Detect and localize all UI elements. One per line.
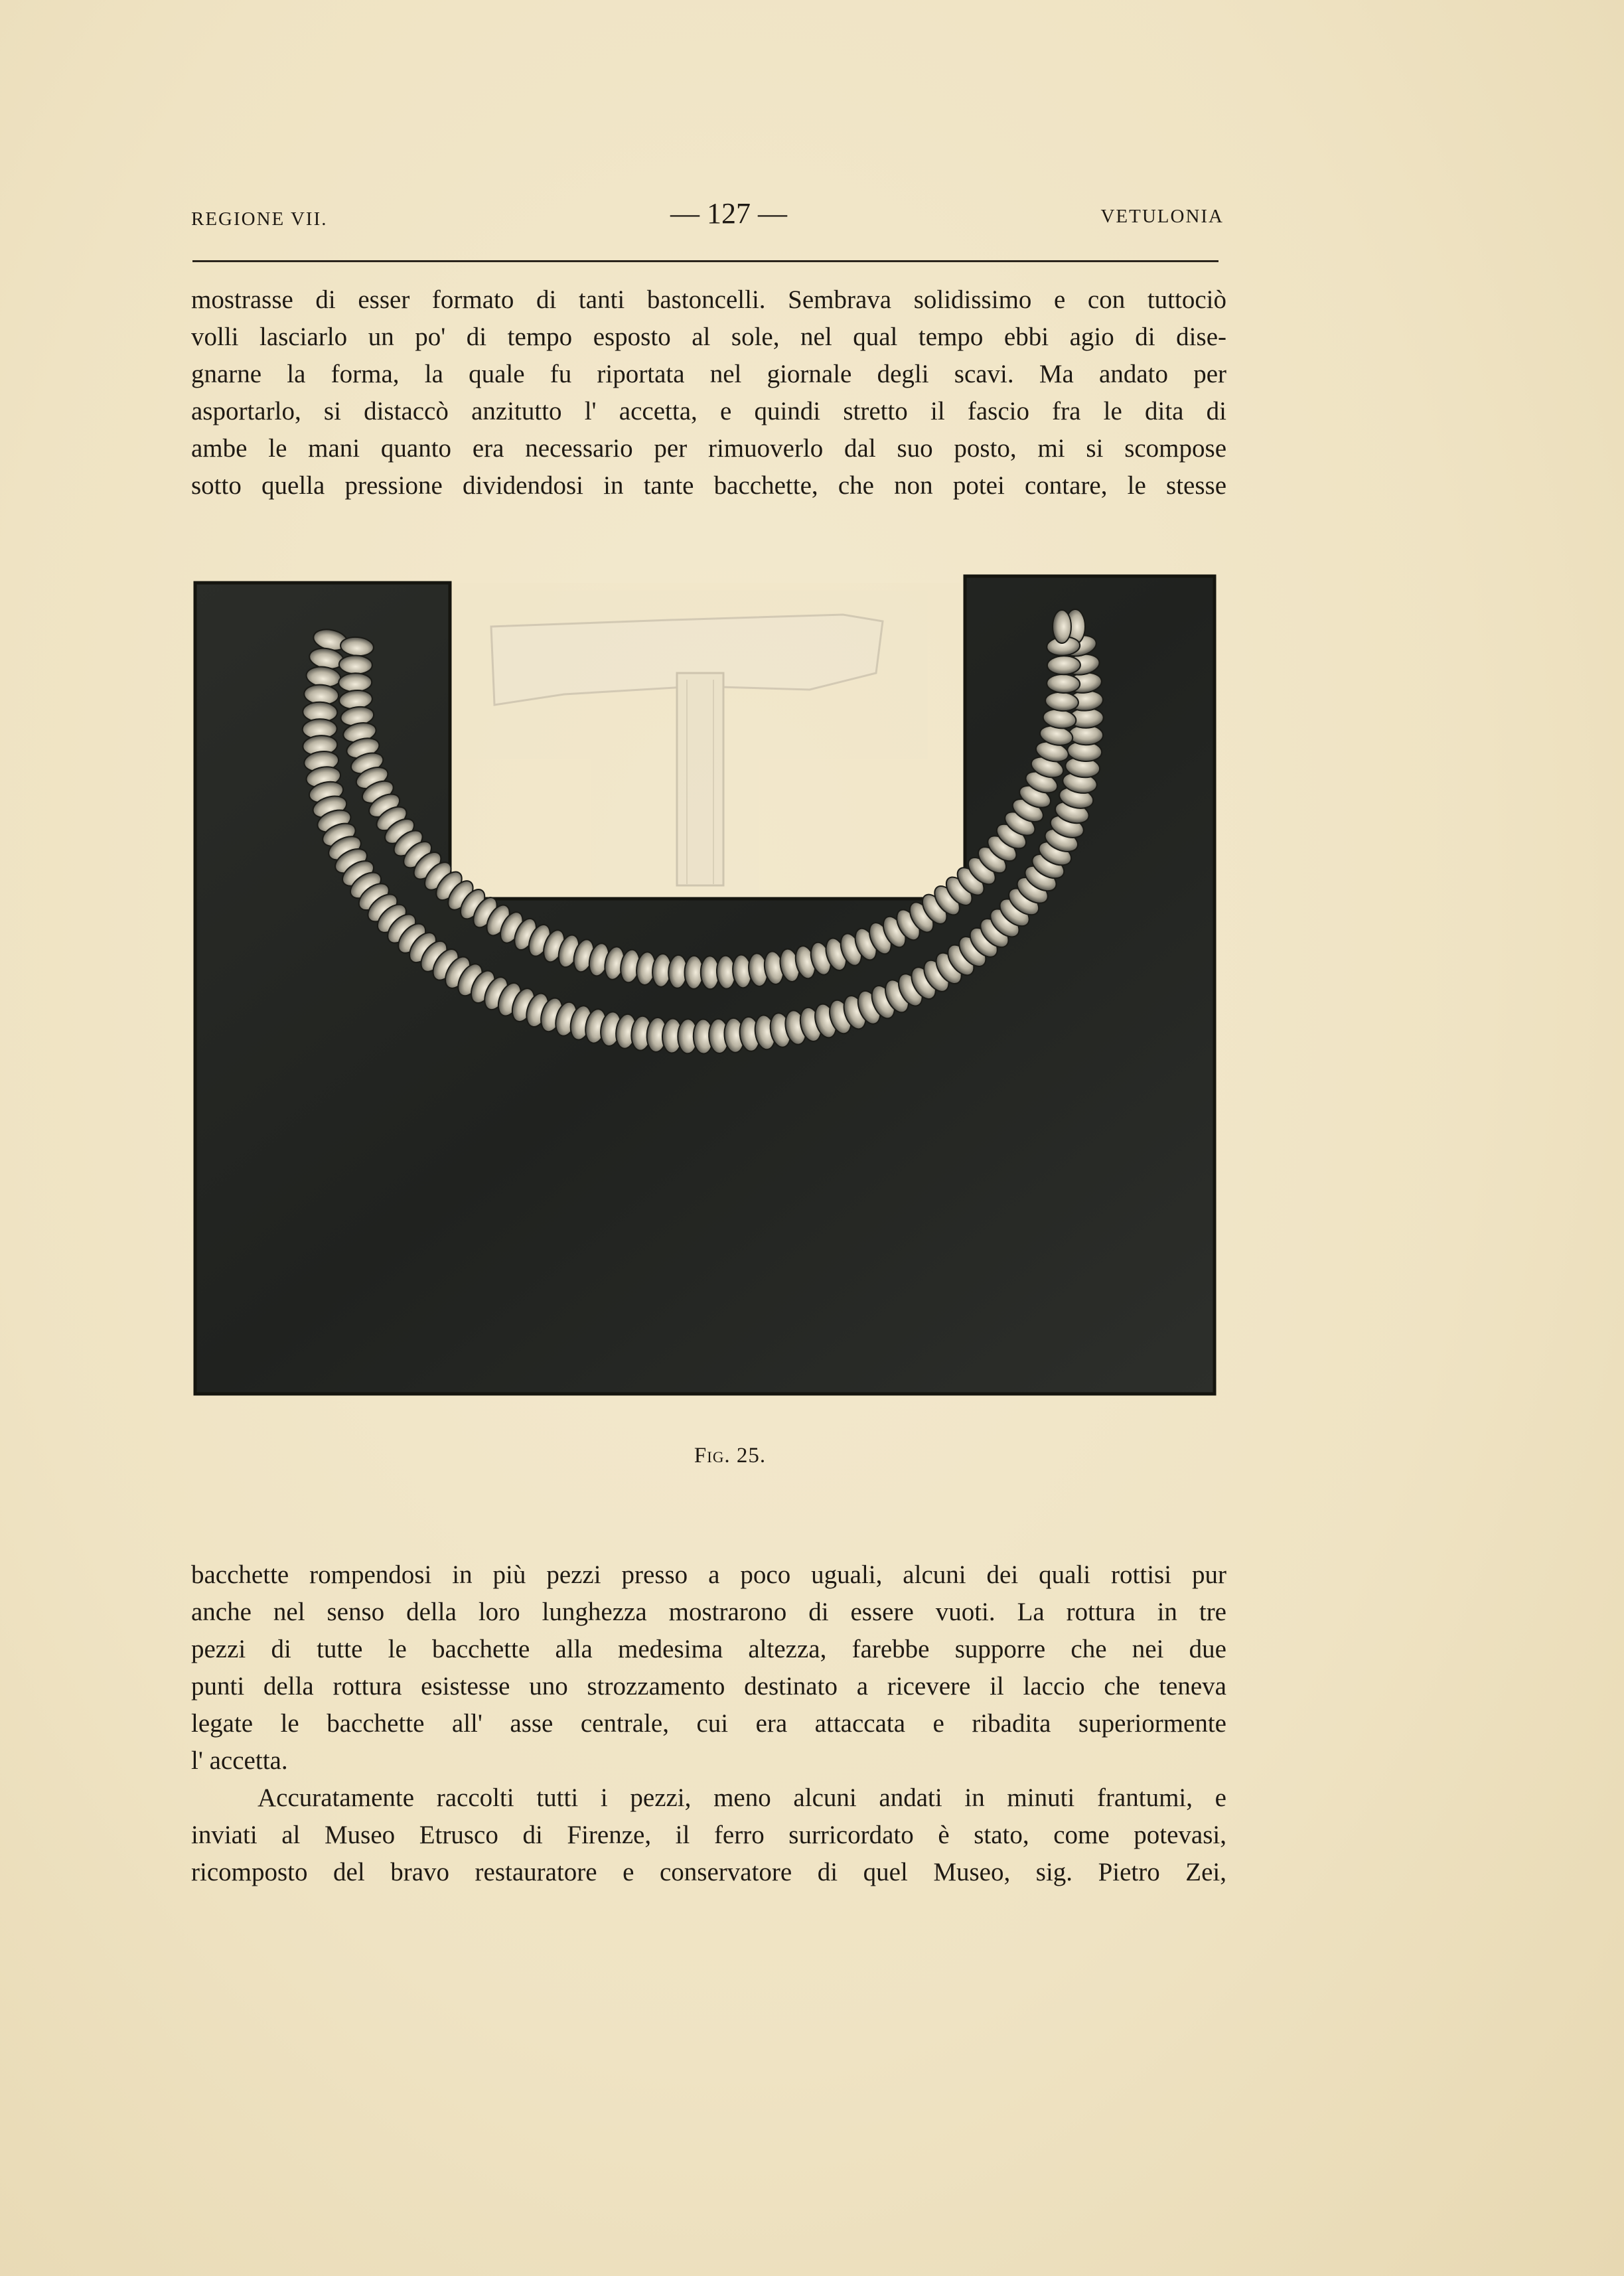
header-place: VETULONIA xyxy=(1100,206,1224,227)
text-line: ambe le mani quanto era necessario per rimuoverlo dal suo posto, mi si scompose xyxy=(191,434,1226,463)
text-line: inviati al Museo Etrusco di Firenze, il ferro surricordato è stato, come potevasi, xyxy=(191,1821,1226,1849)
figure-caption: Fig. 25. xyxy=(694,1444,767,1468)
text-line: punti della rottura esistesse uno strozzamento destinato a ricevere il laccio che teneva xyxy=(191,1672,1226,1701)
text-line: legate le bacchette all' asse centrale, cui era attaccata e ribadita superiormente xyxy=(191,1709,1226,1738)
text-line: volli lasciarlo un po' di tempo esposto al sole, nel qual tempo ebbi agio di dise- xyxy=(191,323,1226,351)
necklace-bead xyxy=(1047,656,1080,675)
text-line: ricomposto del bravo restauratore e conservatore di quel Museo, sig. Pietro Zei, xyxy=(191,1858,1226,1886)
text-line: l' accetta. xyxy=(191,1746,288,1775)
text-line: mostrasse di esser formato di tanti bastoncelli. Sembrava solidissimo e con tuttociò xyxy=(191,285,1226,314)
text-line: asportarlo, si distaccò anzitutto l' accetta, e quindi stretto il fascio fra le dita di xyxy=(191,397,1226,425)
header-rule xyxy=(192,260,1218,262)
necklace-bead xyxy=(1047,674,1080,694)
running-header xyxy=(191,196,1224,243)
paragraph-2 xyxy=(191,1556,1226,1891)
necklace-bead xyxy=(338,655,372,675)
text-line: sotto quella pressione dividendosi in tante bacchette, che non potei contare, le stesse xyxy=(191,471,1226,500)
text-line: Accuratamente raccolti tutti i pezzi, meno alcuni andati in minuti frantumi, e xyxy=(258,1783,1226,1812)
text-line: gnarne la forma, la quale fu riportata nel giornale degli scavi. Ma andato per xyxy=(191,360,1226,388)
necklace-bead xyxy=(338,673,372,692)
text-line: anche nel senso della loro lunghezza mostrarono di essere vuoti. La rottura in tre xyxy=(191,1598,1226,1626)
paragraph-1 xyxy=(191,281,1226,504)
page-number: — 127 — xyxy=(670,197,787,230)
figure-25 xyxy=(192,573,1218,1397)
text-line: bacchette rompendosi in più pezzi presso a poco uguali, alcuni dei quali rottisi pur xyxy=(191,1560,1226,1589)
necklace-bead xyxy=(1053,610,1071,643)
necklace-photograph xyxy=(192,573,1218,1397)
header-section: REGIONE VII. xyxy=(191,208,328,230)
text-line: pezzi di tutte le bacchette alla medesima altezza, farebbe supporre che nei due xyxy=(191,1635,1226,1663)
axe-inset-icon xyxy=(454,583,961,896)
